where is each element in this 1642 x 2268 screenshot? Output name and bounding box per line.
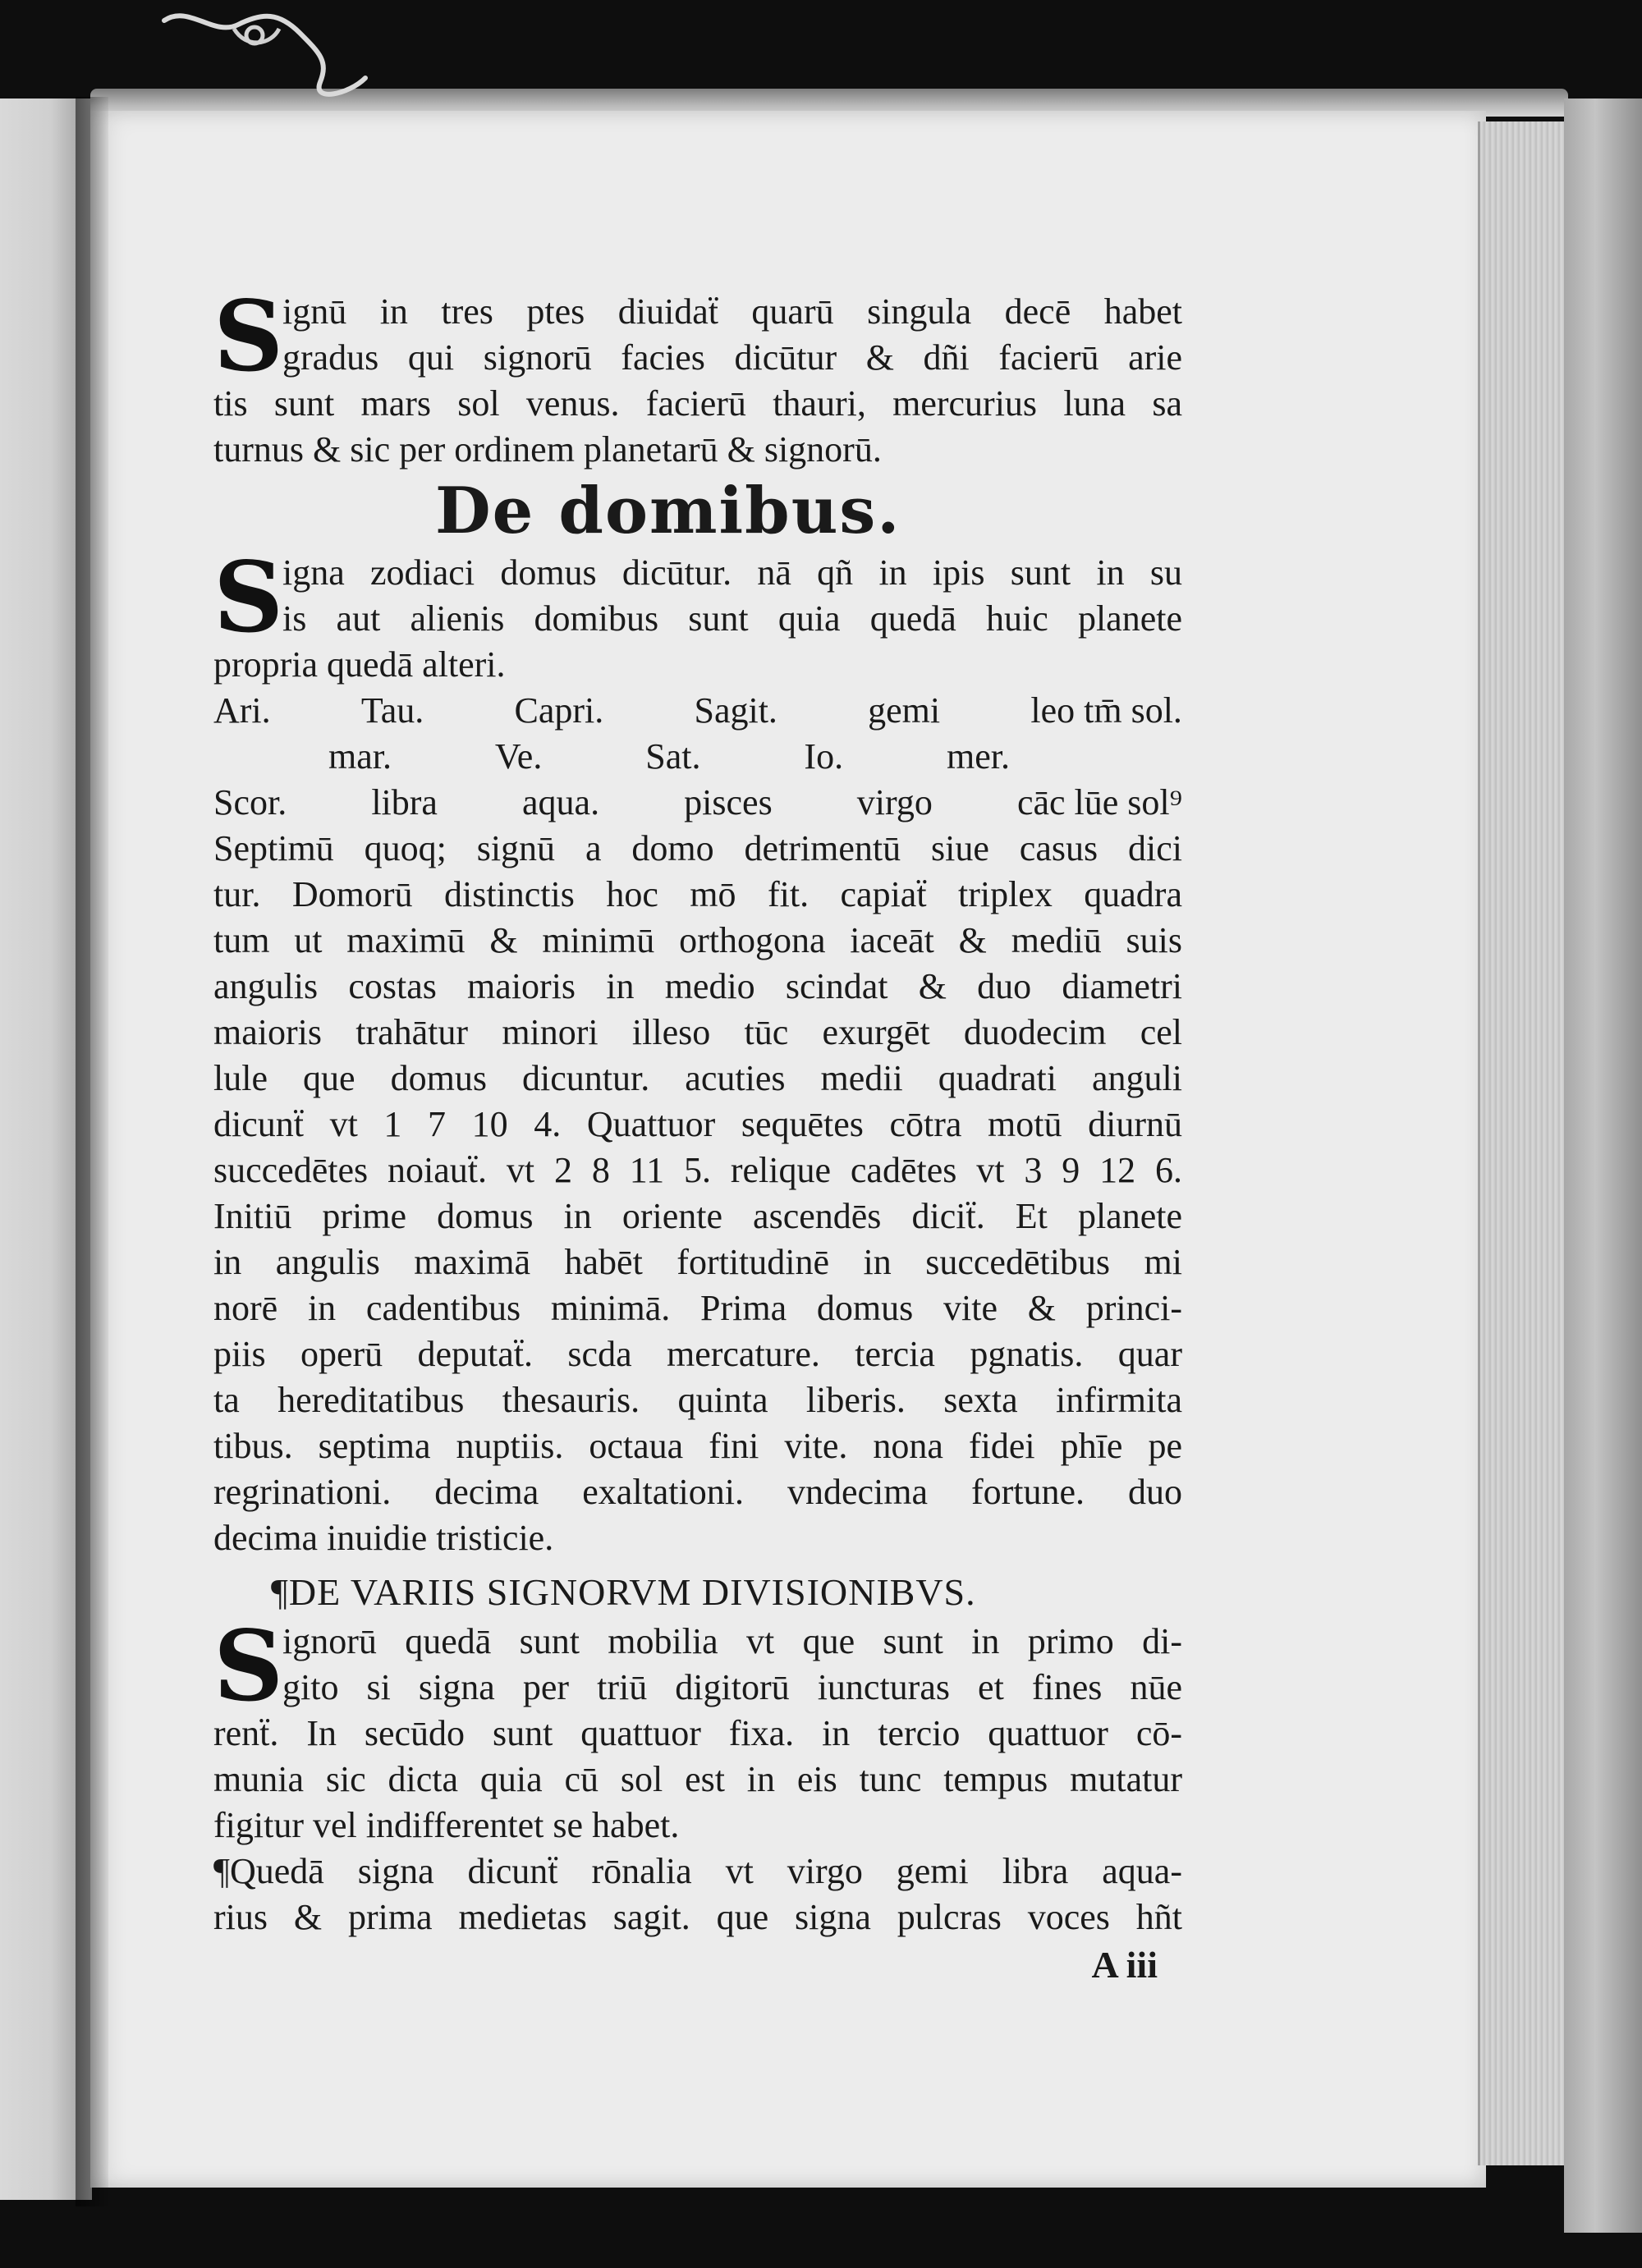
table-cell: gemi xyxy=(868,690,941,731)
text-line: renẗ. In secūdo sunt quattuor fixa. in tercio quattuor cō- xyxy=(213,1713,1182,1753)
table-cell: leo tm̄ sol. xyxy=(1030,690,1182,731)
text-line: ignorū quedā sunt mobilia vt que sunt in primo di- xyxy=(282,1621,1182,1661)
text-line: maioris trahātur minori illeso tūc exurgēt duodecim cel xyxy=(213,1012,1182,1052)
text-line: dicunẗ vt 1 7 10 4. Quattuor sequētes cōtra motū diurnū xyxy=(213,1104,1182,1144)
text-line: norē in cadentibus minimā. Prima domus vite & princi- xyxy=(213,1288,1182,1328)
paragraph-signa-zodiaci xyxy=(213,540,1182,688)
text-line: tur. Domorū distinctis hoc mō fit. capiaẗ triplex quadra xyxy=(213,874,1182,914)
table-cell: Tau. xyxy=(360,690,424,731)
table-cell: Ve. xyxy=(494,736,543,777)
text-line: Initiū prime domus in oriente ascendēs diciẗ. Et planete xyxy=(213,1196,1182,1236)
table-cell: Io. xyxy=(804,736,844,777)
text-line: munia sic dicta quia cū sol est in eis tunc tempus mutatur xyxy=(213,1759,1182,1799)
text-line: succedētes noiauẗ. vt 2 8 11 5. relique cadētes vt 3 9 12 6. xyxy=(213,1150,1182,1190)
table-cell: libra xyxy=(371,782,438,822)
book-cover xyxy=(1564,99,1642,2233)
text-line: ¶Quedā signa dicunẗ rōnalia vt virgo gemi libra aqua- xyxy=(213,1851,1182,1891)
table-cell: Scor. xyxy=(213,782,287,822)
text-line: gradus qui signorū facies dicūtur & dñi facierū arie xyxy=(282,337,1182,378)
table-cell: Sat. xyxy=(645,736,701,777)
paragraph-signum xyxy=(213,279,1182,473)
text-line: ta hereditatibus thesauris. quinta liberis. sexta infirmita xyxy=(213,1380,1182,1420)
table-cell: Sagit. xyxy=(694,690,777,731)
text-line: tibus. septima nuptiis. octaua fini vite. nona fidei phīe pe xyxy=(213,1426,1182,1466)
houses-table-row xyxy=(213,688,1182,734)
houses-table-row xyxy=(213,780,1182,826)
text-block xyxy=(213,279,1182,1990)
gutter-shadow xyxy=(76,97,108,2206)
table-cell: Ari. xyxy=(213,690,271,731)
paragraph-signorum xyxy=(213,1609,1182,1849)
houses-table-row xyxy=(213,734,1182,780)
paragraph-septimum xyxy=(213,826,1182,1561)
text-line: Septimū quoq; signū a domo detrimentū siue casus dici xyxy=(213,828,1182,868)
bookmark-string-icon xyxy=(156,4,378,103)
table-cell: mar. xyxy=(328,736,392,777)
table-cell: mer. xyxy=(947,736,1010,777)
drop-cap-initial: S xyxy=(213,1609,284,1723)
text-line: lule que domus dicuntur. acuties medii quadrati anguli xyxy=(213,1058,1182,1098)
page-stack-edges xyxy=(1478,121,1571,2165)
drop-cap-initial: S xyxy=(213,279,284,393)
text-line: is aut alienis domibus sunt quia quedā huic planete xyxy=(282,598,1182,639)
text-line: figitur vel indifferentet se habet. xyxy=(213,1805,680,1845)
table-cell: Capri. xyxy=(514,690,604,731)
text-line: turnus & sic per ordinem planetarū & signorū. xyxy=(213,429,882,470)
text-line: gito si signa per triū digitorū iuncturas et fines nūe xyxy=(282,1667,1182,1707)
text-line: decima inuidie tristicie. xyxy=(213,1518,554,1558)
text-line: tum ut maximū & minimū orthogona iaceāt & mediū suis xyxy=(213,920,1182,960)
text-line: propria quedā alteri. xyxy=(213,644,506,685)
drop-cap-initial: S xyxy=(213,540,284,654)
text-line: angulis costas maioris in medio scindat & duo diametri xyxy=(213,966,1182,1006)
table-cell: cāc lūe sol⁹ xyxy=(1016,782,1182,822)
text-line: rius & prima medietas sagit. que signa pulcras voces hñt xyxy=(213,1897,1182,1937)
table-cell: aqua. xyxy=(522,782,600,822)
section-heading-de-variis-signorum: ¶DE VARIIS SIGNORVM DIVISIONIBVS. xyxy=(271,1571,976,1613)
text-line: ignū in tres ptes diuidaẗ quarū singula decē habet xyxy=(282,291,1182,332)
text-line: tis sunt mars sol venus. facierū thauri, mercurius luna sa xyxy=(213,383,1182,424)
table-cell: virgo xyxy=(856,782,933,822)
text-line: igna zodiaci domus dicūtur. nā qñ in ipis sunt in su xyxy=(282,552,1182,593)
signature-mark: A iii xyxy=(1091,1944,1158,1986)
paragraph-queda-signa xyxy=(213,1849,1182,1940)
table-cell: pisces xyxy=(684,782,773,822)
houses-table xyxy=(213,688,1182,826)
text-line: regrinationi. decima exaltationi. vndecima fortune. duo xyxy=(213,1472,1182,1512)
section-heading-de-domibus: De domibus. xyxy=(435,474,901,548)
text-line: piis operū deputaẗ. scda mercature. tercia pgnatis. quar xyxy=(213,1334,1182,1374)
text-line: in angulis maximā habēt fortitudinē in succedētibus mi xyxy=(213,1242,1182,1282)
